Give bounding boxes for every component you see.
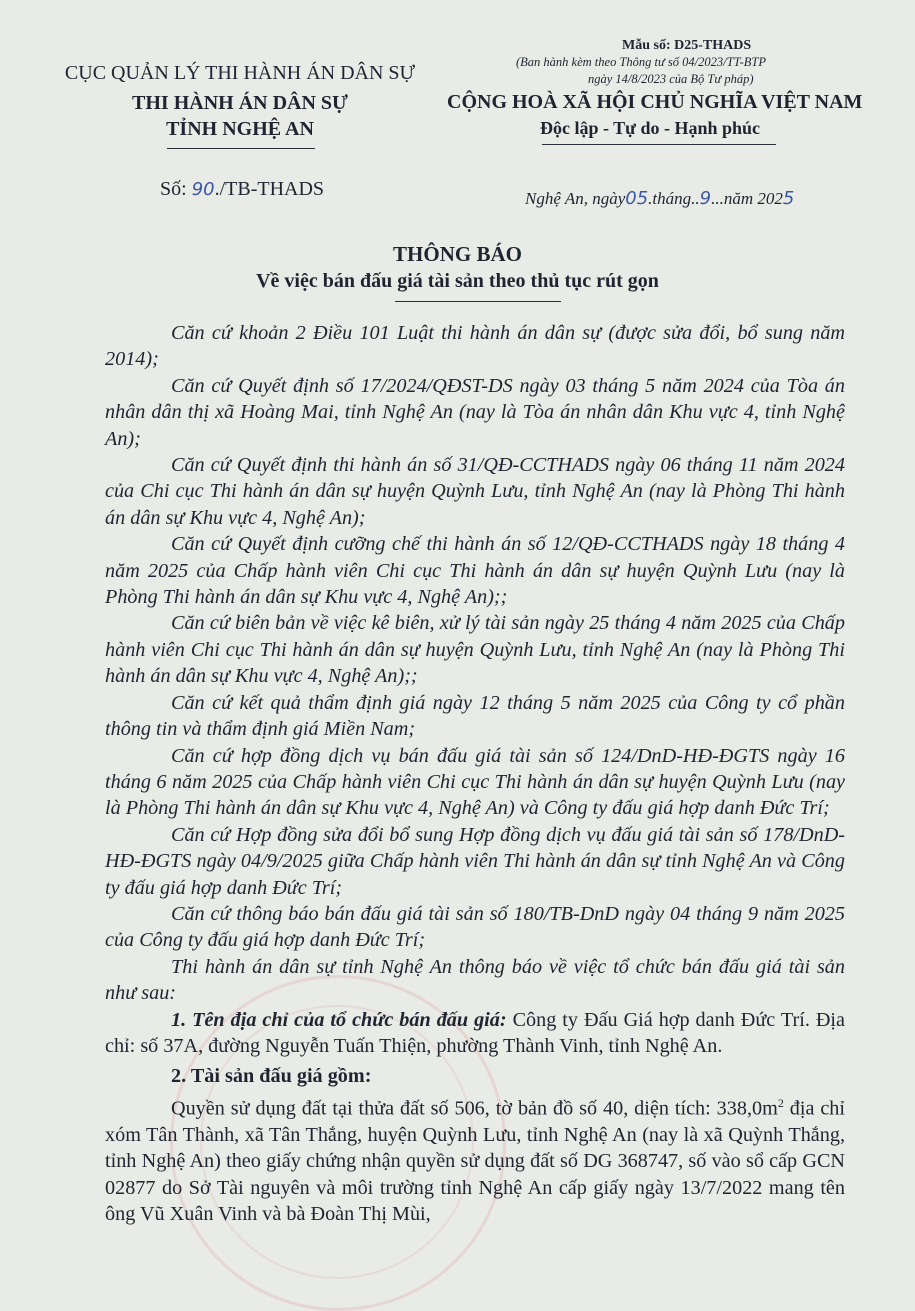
agency-name-line-2: TỈNH NGHỆ AN bbox=[166, 118, 314, 140]
document-title: THÔNG BÁO bbox=[393, 242, 522, 266]
legal-basis-paragraph: Căn cứ biên bản về việc kê biên, xử lý tài sản ngày 25 tháng 4 năm 2025 của Chấp hành viên Chi cục Thi hành án dân sự huyện Quỳnh Lưu, tỉnh Nghệ An (nay là Phòng Thi hành án dân sự Khu vực 4, Nghệ An);; bbox=[105, 612, 845, 688]
section-2-text-a: Quyền sử dụng đất tại thửa đất số 506, tờ bản đồ số 40, diện tích: 338,0m bbox=[171, 1097, 778, 1120]
section-1-paragraph bbox=[105, 1007, 845, 1060]
date-day: 05 bbox=[625, 188, 649, 209]
legal-basis-paragraph: Căn cứ Hợp đồng sửa đổi bổ sung Hợp đồng dịch vụ đấu giá tài sản số 178/DnD-HĐ-ĐGTS ngày 04/9/2025 giữa Chấp hành viên Thi hành án dân sự tỉnh Nghệ An và Công ty đấu giá hợp danh Đức Trí; bbox=[105, 823, 845, 899]
section-2-heading: 2. Tài sản đấu giá gồm: bbox=[171, 1065, 372, 1088]
document-subtitle: Về việc bán đấu giá tài sản theo thủ tục rút gọn bbox=[256, 270, 659, 292]
area-unit-superscript: 2 bbox=[777, 1095, 784, 1110]
place-label: Nghệ An, ngày bbox=[525, 189, 626, 208]
section-2-paragraph bbox=[105, 1090, 845, 1228]
national-motto: Độc lập - Tự do - Hạnh phúc bbox=[540, 118, 761, 138]
form-note-line-2: ngày 14/8/2023 của Bộ Tư pháp) bbox=[588, 72, 754, 86]
doc-number-suffix: ./TB-THADS bbox=[214, 178, 325, 200]
notice-intro-paragraph: Thi hành án dân sự tỉnh Nghệ An thông báo về việc tổ chức bán đấu giá tài sản như sau: bbox=[105, 955, 845, 1005]
section-1-heading: 1. Tên địa chỉ của tổ chức bán đấu giá: bbox=[171, 1008, 507, 1031]
form-code: Mẫu số: D25-THADS bbox=[622, 38, 752, 53]
date-month: 9 bbox=[699, 188, 712, 209]
doc-number-prefix: Số: bbox=[160, 178, 192, 200]
legal-basis-paragraph: Căn cứ kết quả thẩm định giá ngày 12 tháng 5 năm 2025 của Công ty cổ phần thông tin và thẩm định giá Miền Nam; bbox=[105, 691, 845, 741]
year-label: ...năm 202 bbox=[711, 189, 783, 208]
date-year-handwritten: 5 bbox=[782, 188, 795, 209]
document-number bbox=[160, 178, 324, 201]
section-2-text-b: địa chỉ xóm Tân Thành, xã Tân Thắng, huyện Quỳnh Lưu, tỉnh Nghệ An (nay là xã Quỳnh Thắng, tỉnh Nghệ An) theo giấy chứng nhận quyền sử dụng đất số DG 368747, số vào sổ cấp GCN 02877 do Sở Tài nguyên và môi trường tỉnh Nghệ An cấp giấy ngày 13/7/2022 mang tên ông Vũ Xuân Vinh và bà Đoàn Thị Mùi, bbox=[105, 1097, 845, 1226]
legal-basis-paragraph: Căn cứ Quyết định cưỡng chế thi hành án số 12/QĐ-CCTHADS ngày 18 tháng 4 năm 2025 của Chấp hành viên Chi cục Thi hành án dân sự huyện Quỳnh Lưu (nay là Phòng Thi hành án dân sự Khu vực 4, Nghệ An);; bbox=[105, 533, 845, 609]
form-note-line-1: (Ban hành kèm theo Thông tư số 04/2023/TT-BTP bbox=[516, 55, 766, 69]
legal-basis-paragraph: Căn cứ thông báo bán đấu giá tài sản số 180/TB-DnD ngày 04 tháng 9 năm 2025 của Công ty đấu giá hợp danh Đức Trí; bbox=[105, 902, 845, 952]
national-title: CỘNG HOÀ XÃ HỘI CHỦ NGHĨA VIỆT NAM bbox=[447, 91, 863, 113]
document-body bbox=[105, 320, 845, 1228]
legal-basis-paragraph: Căn cứ Quyết định số 17/2024/QĐST-DS ngày 03 tháng 5 năm 2024 của Tòa án nhân dân thị xã Hoàng Mai, tỉnh Nghệ An (nay là Tòa án nhân dân Khu vực 4, tỉnh Nghệ An); bbox=[105, 374, 845, 450]
month-label: .tháng.. bbox=[648, 189, 700, 208]
subtitle-underline bbox=[395, 301, 561, 302]
agency-name-line-1: THI HÀNH ÁN DÂN SỰ bbox=[132, 92, 348, 114]
place-date bbox=[525, 188, 794, 209]
agency-underline bbox=[167, 148, 315, 149]
legal-basis-paragraph: Căn cứ hợp đồng dịch vụ bán đấu giá tài sản số 124/DnD-HĐ-ĐGTS ngày 16 tháng 6 năm 2025 của Chấp hành viên Chi cục Thi hành án dân sự huyện Quỳnh Lưu (nay là Phòng Thi hành án dân sự Khu vực 4, Nghệ An) và Công ty đấu giá hợp danh Đức Trí; bbox=[105, 744, 845, 820]
section-2-heading-paragraph bbox=[105, 1063, 845, 1089]
legal-basis-paragraph: Căn cứ Quyết định thi hành án số 31/QĐ-CCTHADS ngày 06 tháng 11 năm 2024 của Chi cục Thi hành án dân sự huyện Quỳnh Lưu, tỉnh Nghệ An (nay là Phòng Thi hành án dân sự Khu vực 4, Nghệ An); bbox=[105, 454, 845, 529]
agency-parent: CỤC QUẢN LÝ THI HÀNH ÁN DÂN SỰ bbox=[64, 62, 416, 84]
section-1-text: Công ty Đấu Giá hợp danh Đức Trí. Địa chỉ: số 37A, đường Nguyễn Tuấn Thiện, phường Thành Vinh, tỉnh Nghệ An. bbox=[105, 1008, 845, 1057]
doc-number-handwritten: 90 bbox=[191, 179, 215, 200]
motto-underline bbox=[542, 144, 776, 145]
legal-basis-paragraph: Căn cứ khoản 2 Điều 101 Luật thi hành án dân sự (được sửa đổi, bổ sung năm 2014); bbox=[105, 322, 845, 371]
